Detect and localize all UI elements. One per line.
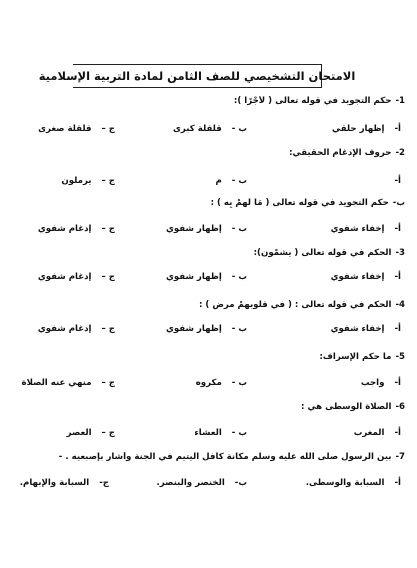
option-b: ب -م xyxy=(215,176,247,186)
question-text: ما حكم الإسراف: xyxy=(319,352,392,362)
option-c: ج –إدغام شفوي xyxy=(37,324,115,334)
question-number: ب- xyxy=(392,198,405,208)
question-4 xyxy=(6,300,405,310)
option-b: ب -إظهار شفوي xyxy=(166,272,247,282)
question-2 xyxy=(6,148,405,158)
option-a: أ-السبابة والوسطى. xyxy=(305,478,401,488)
option-a: أ-واجب xyxy=(360,378,401,388)
option-c: ج –إدغام شفوي xyxy=(37,224,115,234)
option-c: ج –منهي عنه الصلاة xyxy=(21,378,115,388)
question-number: 1- xyxy=(395,96,405,106)
option-a: أ-إخفاء شفوي xyxy=(330,224,401,234)
option-c: ج-السبابة والإبهام. xyxy=(19,478,109,488)
question-text: حروف الإدغام الحقيقي: xyxy=(289,148,392,158)
question-number: 4- xyxy=(395,300,405,310)
option-a: أ- xyxy=(394,176,401,186)
question-text: الحكم في قوله تعالى : ( في قلوبهمْ مرض ) : xyxy=(198,300,392,310)
option-a: أ-إخفاء شفوي xyxy=(330,324,401,334)
question-1 xyxy=(6,96,405,106)
exam-title: الامتحان التشخيصي للصف الثامن لمادة التربية الإسلامية xyxy=(73,64,322,88)
option-c: ج –العصر xyxy=(66,428,115,438)
option-b: ب -إظهار شفوي xyxy=(166,324,247,334)
question-text: الحكم في قوله تعالى ( يشمْون): xyxy=(253,248,392,258)
question-7 xyxy=(6,452,405,462)
option-b: ب-الخنصر والبنصر. xyxy=(156,478,247,488)
option-a: أ-إظهار حلقي xyxy=(332,124,401,134)
option-b: ب -مكروه xyxy=(195,378,247,388)
question-6 xyxy=(6,402,405,412)
question-5 xyxy=(6,352,405,362)
question-number: 2- xyxy=(395,148,405,158)
question-text: حكم التجويد في قوله تعالى ( مَا لهمْ بِه ) : xyxy=(210,198,389,208)
question-number: 7- xyxy=(395,452,405,462)
question-text: الصلاة الوسطى هي : xyxy=(301,402,392,412)
option-c: ج –قلقلة صغرى xyxy=(38,124,115,134)
option-c: ج –إدغام شفوي xyxy=(37,272,115,282)
question-number: 3- xyxy=(395,248,405,258)
option-a: أ-المغرب xyxy=(353,428,401,438)
option-c: ج –يرملون xyxy=(61,176,115,186)
question-number: 5- xyxy=(395,352,405,362)
option-a: أ-إخفاء شفوي xyxy=(330,272,401,282)
option-b: ب -العشاء xyxy=(194,428,247,438)
question-text: حكم التجويد في قوله تعالى ( لأجْرًا ): xyxy=(233,96,392,106)
question-b xyxy=(6,198,405,208)
question-number: 6- xyxy=(395,402,405,412)
option-b: ب -قلقلة كبرى xyxy=(173,124,247,134)
question-3 xyxy=(6,248,405,258)
option-b: ب -إظهار شفوي xyxy=(166,224,247,234)
question-text: بين الرسول صلى الله عليه وسلم مكانة كافل اليتيم في الجنة وأشار بإصبعيه . - xyxy=(58,452,392,462)
